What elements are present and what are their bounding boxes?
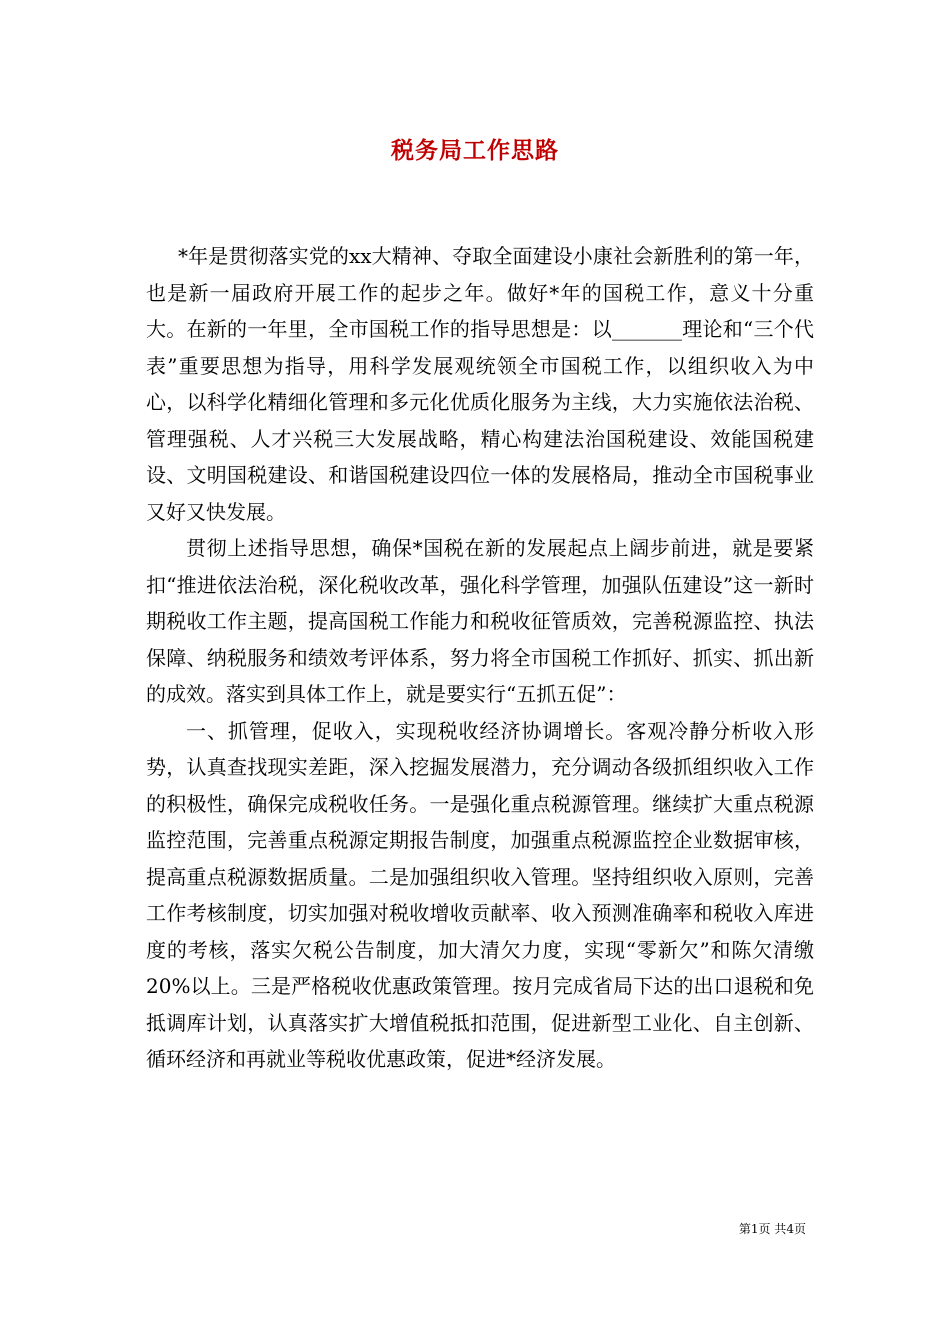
document-body	[146, 238, 814, 1078]
page-number: 第1页 共4页	[738, 1222, 806, 1236]
paragraph-1: *年是贯彻落实党的xx大精神、夺取全面建设小康社会新胜利的第一年，也是新一届政府开展工作的起步之年。做好*年的国税工作，意义十分重大。在新的一年里，全市国税工作的指导思想是：以_______理论和“三个代表”重要思想为指导，用科学发展观统领全市国税工作，以组织收入为中心，以科学化精细化管理和多元化优质化服务为主线，大力实施依法治税、管理强税、人才兴税三大发展战略，精心构建法治国税建设、效能国税建设、文明国税建设、和谐国税建设四位一体的发展格局，推动全市国税事业又好又快发展。	[146, 244, 814, 524]
document-title: 税务局工作思路	[391, 137, 559, 164]
paragraph-2: 贯彻上述指导思想，确保*国税在新的发展起点上阔步前进，就是要紧扣“推进依法治税，深化税收改革，强化科学管理，加强队伍建设”这一新时期税收工作主题，提高国税工作能力和税收征管质效，完善税源监控、执法保障、纳税服务和绩效考评体系，努力将全市国税工作抓好、抓实、抓出新的成效。落实到具体工作上，就是要实行“五抓五促”：	[146, 536, 814, 706]
paragraph-3: 一、抓管理，促收入，实现税收经济协调增长。客观冷静分析收入形势，认真查找现实差距，深入挖掘发展潜力，充分调动各级抓组织收入工作的积极性，确保完成税收任务。一是强化重点税源管理。继续扩大重点税源监控范围，完善重点税源定期报告制度，加强重点税源监控企业数据审核，提高重点税源数据质量。二是加强组织收入管理。坚持组织收入原则，完善工作考核制度，切实加强对税收增收贡献率、收入预测准确率和税收入库进度的考核，落实欠税公告制度，加大清欠力度，实现“零新欠”和陈欠清缴20%以上。三是严格税收优惠政策管理。按月完成省局下达的出口退税和免抵调库计划，认真落实扩大增值税抵扣范围，促进新型工业化、自主创新、循环经济和再就业等税收优惠政策，促进*经济发展。	[146, 718, 814, 1071]
